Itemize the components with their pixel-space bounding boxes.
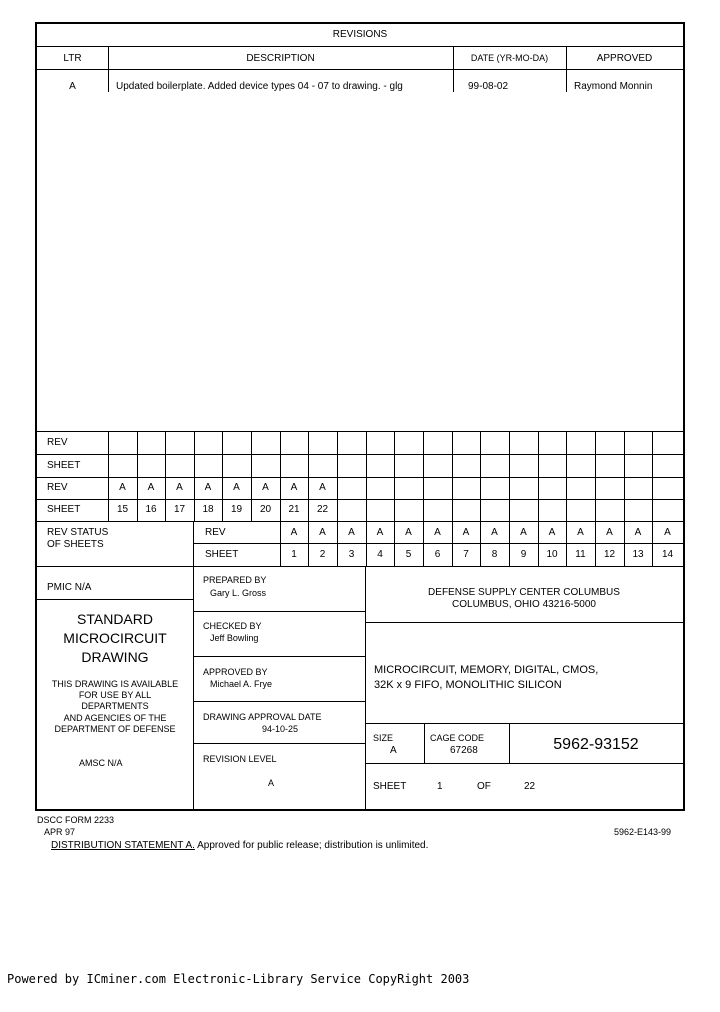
drawing-number: 5962-93152 xyxy=(553,736,639,753)
rev-row-approved: Raymond Monnin xyxy=(574,81,653,92)
rule xyxy=(37,46,683,47)
size-label: SIZE xyxy=(373,733,394,743)
rule xyxy=(424,723,425,763)
standard-title-2: MICROCIRCUIT xyxy=(63,630,167,646)
form-date: APR 97 xyxy=(44,827,76,837)
lower-rev-cell: A xyxy=(434,527,441,538)
upper-sheet-cell: 22 xyxy=(316,504,329,515)
rule xyxy=(37,431,683,432)
availability-1: THIS DRAWING IS AVAILABLE xyxy=(51,679,179,689)
grid-rev-label-1: REV xyxy=(47,437,68,448)
frame-bottom xyxy=(35,809,685,811)
approved-by-label: APPROVED BY xyxy=(203,667,268,677)
grid-vline xyxy=(193,521,194,566)
rule xyxy=(365,622,683,623)
frame-right xyxy=(683,22,685,811)
grid-vline xyxy=(683,521,684,566)
sheet-total: 22 xyxy=(524,781,536,792)
of-label: OF xyxy=(477,781,491,792)
lower-rev-cell: A xyxy=(520,527,527,538)
lower-sheet-cell: 6 xyxy=(434,549,441,560)
drawing-description-2: 32K x 9 FIFO, MONOLITHIC SILICON xyxy=(374,679,562,691)
lower-rev-cell: A xyxy=(405,527,412,538)
rule xyxy=(365,723,683,724)
grid-vline xyxy=(683,431,684,521)
rule xyxy=(37,566,683,567)
distribution-statement xyxy=(51,840,428,851)
header-ltr: LTR xyxy=(63,53,82,64)
form-number: DSCC FORM 2233 xyxy=(37,815,115,825)
rule xyxy=(193,656,365,657)
grid-sheet-label-2: SHEET xyxy=(47,504,81,515)
rule xyxy=(193,543,683,544)
grid-rev-label-2: REV xyxy=(47,482,68,493)
prepared-by-name: Gary L. Gross xyxy=(210,588,267,598)
availability-5: DEPARTMENT OF DEFENSE xyxy=(54,724,176,734)
lower-rev-cell: A xyxy=(577,527,584,538)
lower-sheet-cell: 5 xyxy=(405,549,412,560)
grid-vline xyxy=(423,431,424,521)
upper-sheet-cell: 21 xyxy=(288,504,300,515)
approval-date-label: DRAWING APPROVAL DATE xyxy=(203,712,322,722)
approval-date: 94-10-25 xyxy=(262,724,299,734)
lower-rev-cell: A xyxy=(290,527,298,538)
grid-vline xyxy=(337,431,338,521)
header-description: DESCRIPTION xyxy=(246,53,315,64)
lower-sheet-cell: 4 xyxy=(377,549,383,560)
rule xyxy=(193,743,365,744)
lower-rev-cell: A xyxy=(634,527,642,538)
rule xyxy=(37,454,683,455)
grid-vline xyxy=(452,431,453,521)
lower-sheet-cell: 14 xyxy=(661,549,674,560)
standard-title-1: STANDARD xyxy=(77,611,153,627)
rule xyxy=(37,499,683,500)
upper-rev-cell: A xyxy=(319,482,326,493)
rule xyxy=(365,763,683,764)
header-date: DATE (YR-MO-DA) xyxy=(470,53,549,63)
upper-rev-cell: A xyxy=(262,482,269,493)
rule xyxy=(37,599,193,600)
upper-sheet-cell: 18 xyxy=(202,504,214,515)
size-value: A xyxy=(390,745,397,756)
upper-rev-cell: A xyxy=(233,482,240,493)
powered-by-footer: Powered by ICminer.com Electronic-Library Service CopyRight 2003 xyxy=(7,972,470,986)
lower-sheet-cell: 3 xyxy=(348,549,355,560)
availability-2: FOR USE BY ALL xyxy=(78,690,152,700)
lower-rev-cell: A xyxy=(348,527,355,538)
lower-rev-cell: A xyxy=(319,527,326,538)
grid-sheet-label-3: SHEET xyxy=(205,549,239,560)
grid-vline xyxy=(394,431,395,521)
grid-vline xyxy=(509,431,510,521)
rev-status-label: REV STATUS xyxy=(47,527,109,538)
rev-row-ltr: A xyxy=(69,81,76,92)
availability-4: AND AGENCIES OF THE xyxy=(63,713,167,723)
upper-sheet-cell: 16 xyxy=(145,504,157,515)
lower-sheet-cell: 1 xyxy=(291,549,297,560)
upper-rev-cell: A xyxy=(119,482,126,493)
revision-level-label: REVISION LEVEL xyxy=(203,754,277,764)
frame-top xyxy=(35,22,685,24)
grid-vline xyxy=(595,431,596,521)
lower-sheet-cell: 9 xyxy=(520,549,527,560)
lower-sheet-cell: 12 xyxy=(603,549,616,560)
upper-sheet-cell: 15 xyxy=(116,504,129,515)
rev-row-description: Updated boilerplate. Added device types 04 - 07 to drawing. - glg xyxy=(116,81,403,92)
sheet-number: 1 xyxy=(437,781,443,792)
standard-title-3: DRAWING xyxy=(81,649,149,665)
upper-rev-cell: A xyxy=(290,482,298,493)
sheet-label: SHEET xyxy=(373,781,407,792)
grid-rev-label-3: REV xyxy=(205,527,226,538)
distribution-label: DISTRIBUTION STATEMENT A. xyxy=(51,840,195,851)
lower-rev-cell: A xyxy=(548,527,556,538)
grid-vline xyxy=(480,431,481,521)
lower-rev-cell: A xyxy=(376,527,384,538)
header-approved: APPROVED xyxy=(596,53,653,64)
upper-rev-cell: A xyxy=(176,482,183,493)
upper-sheet-cell: 17 xyxy=(173,504,186,515)
agency-address: COLUMBUS, OHIO 43216-5000 xyxy=(452,599,596,610)
grid-sheet-label-1: SHEET xyxy=(47,460,81,471)
lower-sheet-cell: 2 xyxy=(319,549,326,560)
lower-rev-cell: A xyxy=(664,527,671,538)
checked-by-name: Jeff Bowling xyxy=(210,633,259,643)
drawing-description-1: MICROCIRCUIT, MEMORY, DIGITAL, CMOS, xyxy=(374,664,599,676)
upper-rev-cell: A xyxy=(204,482,212,493)
prepared-by-label: PREPARED BY xyxy=(203,575,267,585)
lower-rev-cell: A xyxy=(606,527,613,538)
lower-sheet-cell: 7 xyxy=(463,549,469,560)
checked-by-label: CHECKED BY xyxy=(203,621,262,631)
cage-code-value: 67268 xyxy=(450,745,478,756)
rule xyxy=(193,566,194,809)
amsc-label: AMSC N/A xyxy=(79,758,123,768)
lower-sheet-cell: 13 xyxy=(632,549,644,560)
grid-vline xyxy=(366,431,367,521)
lower-rev-cell: A xyxy=(462,527,470,538)
approved-by-name: Michael A. Frye xyxy=(210,679,273,689)
rule xyxy=(37,69,683,70)
rule xyxy=(37,477,683,478)
document-number: 5962-E143-99 xyxy=(614,827,672,837)
rule xyxy=(193,611,365,612)
grid-vline xyxy=(652,431,653,521)
lower-rev-cell: A xyxy=(491,527,498,538)
pmic-label: PMIC N/A xyxy=(47,582,92,593)
lower-sheet-cell: 8 xyxy=(491,549,498,560)
cage-code-label: CAGE CODE xyxy=(430,733,485,743)
grid-vline xyxy=(538,431,539,521)
upper-sheet-cell: 19 xyxy=(230,504,243,515)
rule xyxy=(37,521,683,522)
distribution-text: Approved for public release; distribution is unlimited. xyxy=(197,840,429,851)
agency-name: DEFENSE SUPPLY CENTER COLUMBUS xyxy=(428,587,620,598)
lower-sheet-cell: 10 xyxy=(546,549,558,560)
rule xyxy=(193,701,365,702)
grid-vline xyxy=(566,431,567,521)
revision-level: A xyxy=(268,778,275,788)
of-sheets-label: OF SHEETS xyxy=(47,539,104,550)
revisions-title: REVISIONS xyxy=(332,29,388,40)
upper-rev-cell: A xyxy=(147,482,155,493)
upper-sheet-cell: 20 xyxy=(259,504,272,515)
grid-vline xyxy=(624,431,625,521)
rev-row-date: 99-08-02 xyxy=(468,81,509,92)
availability-3: DEPARTMENTS xyxy=(81,701,149,711)
lower-sheet-cell: 11 xyxy=(575,549,586,560)
